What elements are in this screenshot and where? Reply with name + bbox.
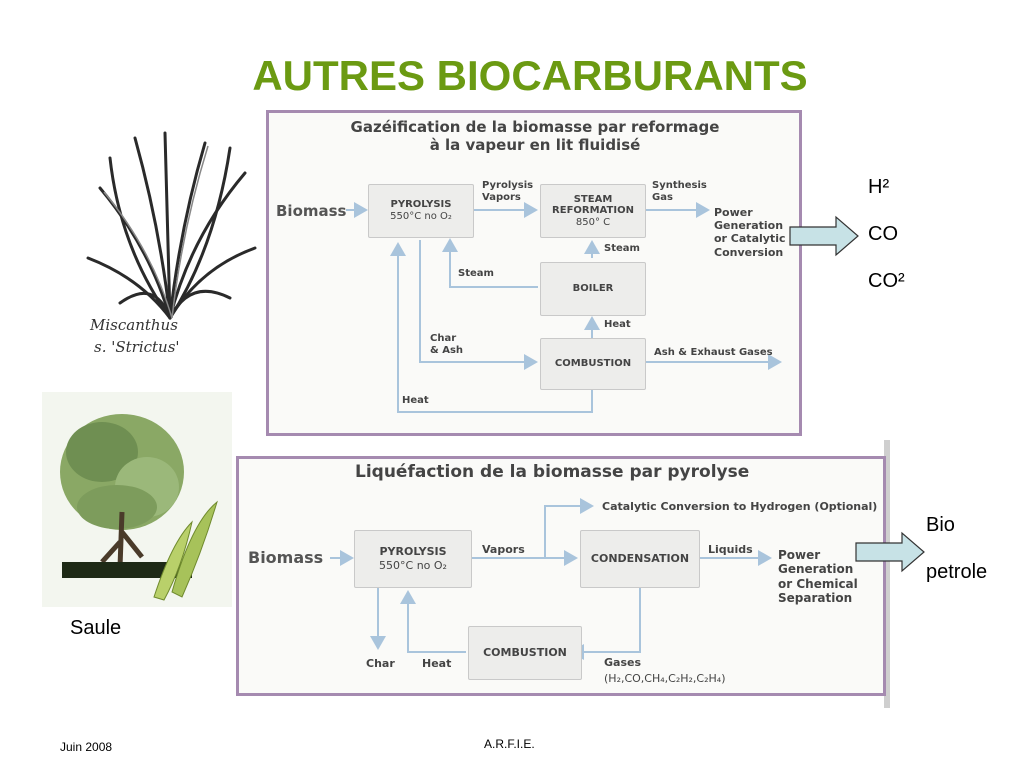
- heat-bottom-label: Heat: [402, 395, 429, 406]
- liq-output-arrow-icon: [856, 533, 924, 571]
- catalytic-conversion-label: Catalytic Conversion to Hydrogen (Optional): [602, 500, 878, 513]
- steam-reformation-title-1: STEAM: [573, 193, 613, 205]
- boiler-title: BOILER: [572, 283, 614, 295]
- footer-organization: A.R.F.I.E.: [484, 737, 535, 751]
- gases-formula-label: (H₂,CO,CH₄,C₂H₂,C₂H₄): [604, 672, 726, 685]
- gas-pyrolysis-condition: 550°C no O₂: [390, 210, 452, 222]
- char-label: Char: [366, 657, 395, 670]
- liq-combustion-title: COMBUSTION: [483, 645, 567, 659]
- steam-reformation-title-2: REFORMATION: [552, 205, 634, 216]
- steam-up-label: Steam: [604, 243, 640, 254]
- output-co2: CO²: [868, 270, 905, 292]
- steam-left-label: Steam: [458, 268, 494, 279]
- miscanthus-caption: Miscanthus: [90, 316, 178, 334]
- ash-exhaust-label: Ash & Exhaust Gases: [654, 347, 773, 358]
- liquefaction-title: Liquéfaction de la biomasse par pyrolyse: [355, 462, 750, 482]
- gasification-title-line-2: à la vapeur en lit fluidisé: [429, 136, 641, 154]
- willow-label: Saule: [70, 617, 122, 639]
- miscanthus-caption-variety: s. 'Strictus': [94, 338, 180, 356]
- gas-biomass-label: Biomass: [276, 202, 347, 220]
- liq-biomass-label: Biomass: [248, 548, 324, 567]
- gas-combustion-title: COMBUSTION: [554, 358, 632, 370]
- footer-date: Juin 2008: [60, 740, 113, 754]
- output-bio: Bio: [926, 514, 955, 536]
- liq-power-generation-label: Power Generation or Chemical Separation: [778, 548, 858, 606]
- heat-label: Heat: [422, 657, 452, 670]
- synthesis-gas-label: Synthesis Gas: [652, 180, 707, 203]
- liq-pyrolysis-title: PYROLYSIS: [379, 545, 447, 559]
- liq-pyrolysis-condition: 550°C no O₂: [379, 558, 447, 572]
- pyrolysis-vapors-label: Pyrolysis Vapors: [482, 180, 534, 203]
- heat-up-label: Heat: [604, 319, 631, 330]
- gas-pyrolysis-title: PYROLYSIS: [390, 199, 452, 211]
- char-ash-label: Char & Ash: [430, 333, 464, 356]
- output-petrole: petrole: [926, 561, 988, 583]
- output-h2: H²: [868, 176, 890, 198]
- gas-power-generation-label: Power Generation or Catalytic Conversion: [714, 206, 786, 259]
- slide-title: AUTRES BIOCARBURANTS: [252, 52, 808, 99]
- gases-label: Gases: [604, 656, 642, 669]
- condensation-title: CONDENSATION: [590, 551, 690, 565]
- steam-reformation-temp: 850° C: [575, 216, 611, 228]
- vapors-label: Vapors: [482, 543, 525, 556]
- gasification-title-line-1: Gazéification de la biomasse par reformage: [350, 118, 720, 136]
- liquids-label: Liquids: [708, 543, 753, 556]
- output-co: CO: [868, 223, 898, 245]
